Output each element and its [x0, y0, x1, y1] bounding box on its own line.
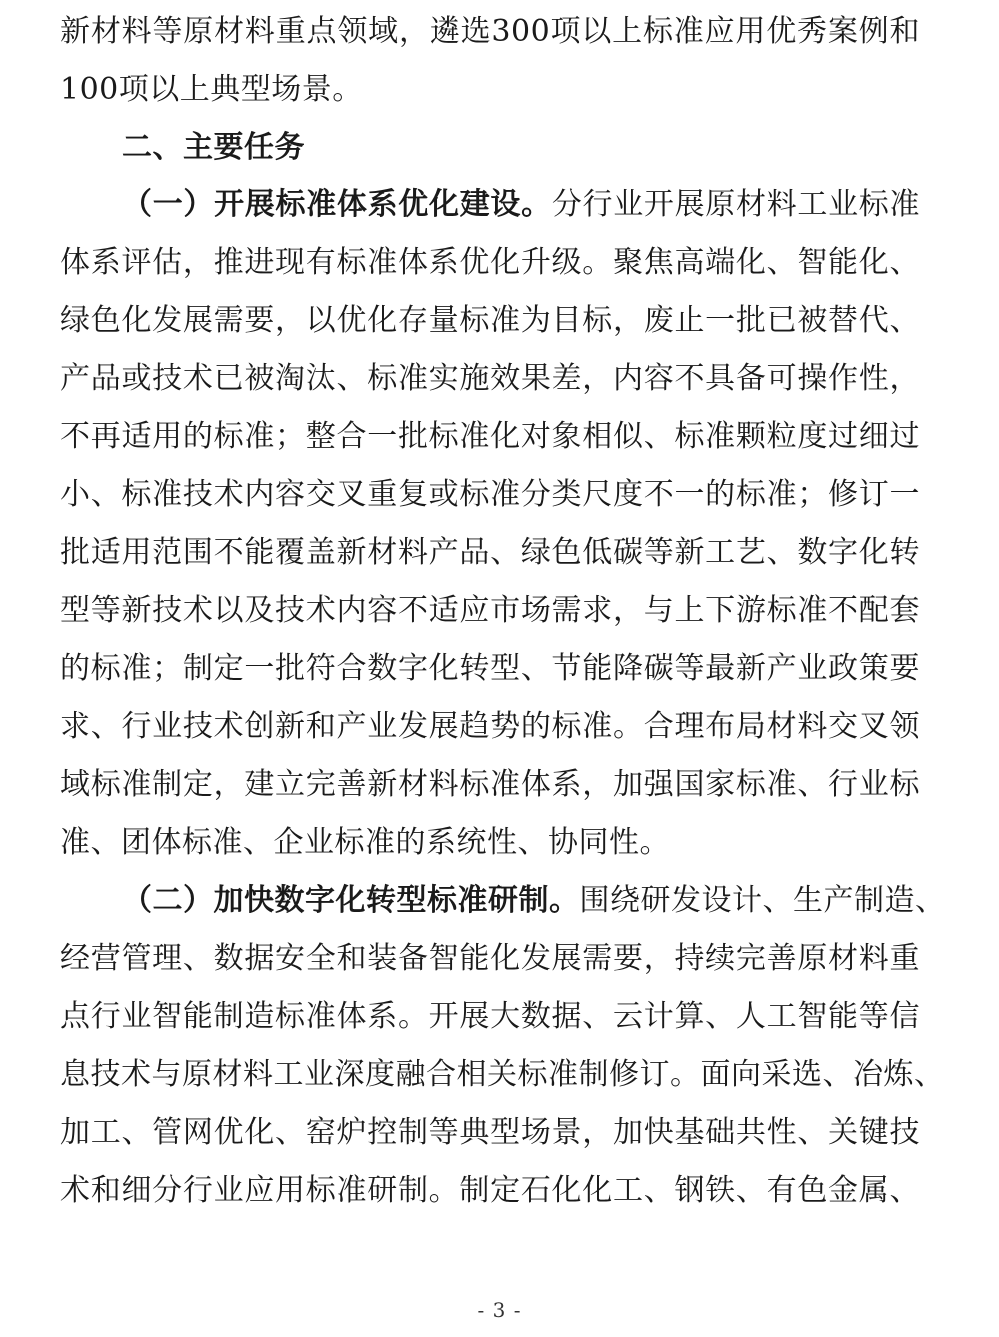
body-line: 准、团体标准、企业标准的系统性、协同性。: [60, 825, 670, 860]
page-number: - 3 -: [477, 1298, 522, 1322]
body-text: 围绕研发设计、生产制造、: [579, 883, 946, 918]
subsection-title: （一）开展标准体系优化建设。: [122, 187, 552, 222]
body-line: 不再适用的标准；整合一批标准化对象相似、标准颗粒度过细过: [60, 419, 920, 454]
body-line: 求、行业技术创新和产业发展趋势的标准。合理布局材料交叉领: [60, 709, 920, 744]
subsection-paragraph-start: [122, 881, 946, 921]
body-text: 分行业开展原材料工业标准: [551, 187, 921, 222]
body-line: 100项以上典型场景。: [60, 72, 363, 107]
body-line: 息技术与原材料工业深度融合相关标准制修订。面向采选、冶炼、: [60, 1057, 945, 1092]
body-line: 新材料等原材料重点领域，遴选300项以上标准应用优秀案例和: [60, 14, 920, 49]
body-line: 域标准制定，建立完善新材料标准体系，加强国家标准、行业标: [60, 767, 920, 802]
body-line: 点行业智能制造标准体系。开展大数据、云计算、人工智能等信: [60, 999, 920, 1034]
body-line: 的标准；制定一批符合数字化转型、节能降碳等最新产业政策要: [60, 651, 920, 686]
body-line: 绿色化发展需要，以优化存量标准为目标，废止一批已被替代、: [60, 303, 920, 338]
body-line: 型等新技术以及技术内容不适应市场需求，与上下游标准不配套: [60, 593, 920, 628]
body-line: 加工、管网优化、窑炉控制等典型场景，加快基础共性、关键技: [60, 1115, 920, 1150]
body-line: 体系评估，推进现有标准体系优化升级。聚焦高端化、智能化、: [60, 245, 920, 280]
body-line: 经营管理、数据安全和装备智能化发展需要，持续完善原材料重: [60, 941, 920, 976]
subsection-title: （二）加快数字化转型标准研制。: [122, 883, 580, 918]
subsection-paragraph-start: [122, 185, 920, 225]
body-line: 术和细分行业应用标准研制。制定石化化工、钢铁、有色金属、: [60, 1173, 920, 1208]
body-line: 产品或技术已被淘汰、标准实施效果差，内容不具备可操作性，: [60, 361, 920, 396]
section-heading: 二、主要任务: [122, 130, 305, 165]
body-line: 批适用范围不能覆盖新材料产品、绿色低碳等新工艺、数字化转: [60, 535, 920, 570]
body-line: 小、标准技术内容交叉重复或标准分类尺度不一的标准；修订一: [60, 477, 920, 512]
